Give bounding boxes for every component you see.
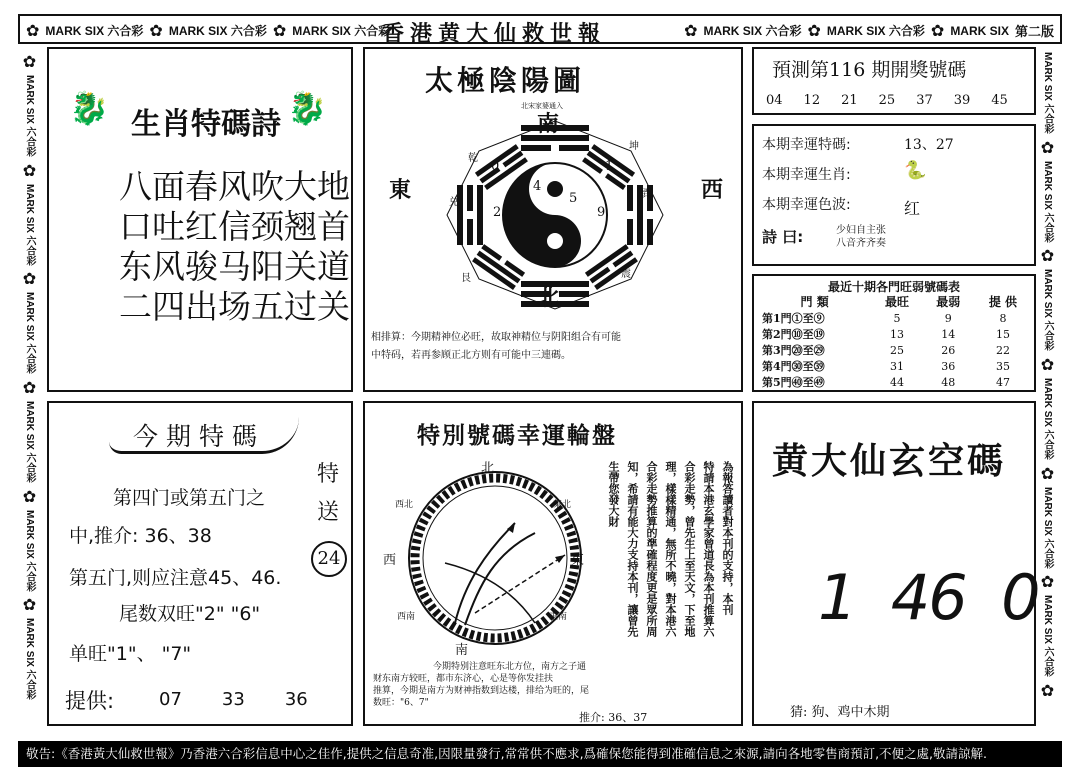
dragon-right-icon: 🐉 xyxy=(287,89,327,127)
wheel-subdir: 東南 xyxy=(549,612,568,622)
taiji-caption: 北宋家婆通入 xyxy=(521,102,563,110)
taiji-note-line: 中特码，若再参顾正北方则有可能中三連碼。 xyxy=(371,350,571,361)
offer-cell: 8 xyxy=(999,311,1007,325)
hot-cell: 31 xyxy=(889,359,904,373)
gate-cell xyxy=(758,374,871,390)
side-label: MARK SIX 六合彩 xyxy=(1042,486,1053,569)
wheel-east-label: 東 xyxy=(571,553,585,568)
taiji-note xyxy=(371,329,621,365)
gua-label: 兑 xyxy=(449,197,459,208)
special-line: 第四门或第五门之 xyxy=(113,487,266,509)
prediction-issue: 116 xyxy=(829,59,866,81)
offer-number: 36 xyxy=(284,689,308,710)
weak-cell: 9 xyxy=(944,311,952,325)
hot-weak-title: 最近十期各門旺弱號碼表 xyxy=(827,280,960,294)
wheel-vertical-text xyxy=(605,461,735,651)
mark-six-label: MARK SIX 六合彩 xyxy=(826,24,925,38)
side-label: MARK SIX 六合彩 xyxy=(1042,52,1053,134)
right-mark-six-strip xyxy=(684,21,1054,40)
weak-cell: 26 xyxy=(941,343,956,357)
gate-cell xyxy=(758,342,871,358)
wheel-text-column: 合彩走勢，曾先生上至天文，下至地 xyxy=(683,461,696,637)
side-label: MARK SIX 六合彩 xyxy=(1042,160,1053,243)
hot-cell: 5 xyxy=(893,311,901,325)
wheel-note-line: 今期特别注意旺东北方位，南方之子通 xyxy=(433,662,587,672)
wheel-west-label: 西 xyxy=(383,553,397,568)
taiji-north-label: 北 xyxy=(537,285,560,311)
wheel-text-column: 合彩走勢推算的準確程度更是眾所周 xyxy=(645,461,658,637)
side-label: MARK SIX 六合彩 xyxy=(24,401,35,483)
taiji-number: 9 xyxy=(597,205,606,220)
prediction-number: 25 xyxy=(878,93,896,108)
lucky-poem-line: 八音齐齐奏 xyxy=(836,238,886,249)
header-banner xyxy=(18,14,1062,47)
dragon-left-icon: 🐉 xyxy=(69,89,109,127)
weak-cell: 14 xyxy=(941,327,956,341)
side-label: MARK SIX 六合彩 xyxy=(1042,595,1053,678)
mark-six-label: MARK SIX 六合彩 xyxy=(168,24,267,38)
taiji-title: 太極陰陽圖 xyxy=(425,64,586,97)
wheel-text-column: 特請本港玄學家曾道長為本刊推算六 xyxy=(702,461,715,637)
flower-icon: ✿ xyxy=(684,21,698,40)
flower-icon: ✿ xyxy=(272,21,287,40)
wheel-note-line: 推算，今期是南方为财神指数到达楼，排给为旺的，尾 xyxy=(373,686,590,696)
offer-number: 07 xyxy=(159,689,182,710)
table-row xyxy=(758,342,1032,358)
special-side-char: 送 xyxy=(317,500,340,525)
wheel-note-line: 数旺："6、7" xyxy=(373,698,429,708)
hot-weak-panel xyxy=(752,274,1036,392)
gate-range: ⑳至㉙ xyxy=(791,344,825,357)
poem-title: 生肖特碼詩 xyxy=(131,107,281,142)
lucky-poem-label: 詩 曰: xyxy=(762,228,804,246)
prediction-number: 45 xyxy=(991,93,1008,108)
lucky-poem xyxy=(836,224,886,250)
wheel-text-column: 生帶您發大財 xyxy=(607,461,620,527)
special-line: 第五门,则应注意45、46. xyxy=(69,567,282,589)
wheel-text-column: 知，希請有能大力支持本刊，讓曾先 xyxy=(626,461,639,637)
flower-icon: ✿ xyxy=(1040,137,1055,157)
gate-label: 第3門 xyxy=(762,344,792,357)
offer-cell: 47 xyxy=(995,375,1010,389)
taiji-south-label: 南 xyxy=(537,111,560,137)
prediction-number: 04 xyxy=(766,93,783,108)
poem-lines xyxy=(119,167,350,327)
flower-icon: ✿ xyxy=(22,160,37,180)
lucky-special-label: 本期幸運特碼: xyxy=(762,137,851,153)
wheel-bottom-note xyxy=(373,661,737,709)
taiji-number: 0 xyxy=(491,159,500,174)
flower-icon: ✿ xyxy=(1040,572,1055,592)
mark-six-label: MARK SIX 六合彩 xyxy=(703,24,802,38)
gua-label: 乾 xyxy=(468,153,478,164)
wheel-title: 特別號碼幸運輪盤 xyxy=(417,422,617,449)
offer-cell: 35 xyxy=(995,359,1010,373)
flower-icon: ✿ xyxy=(1040,246,1055,266)
flower-icon: ✿ xyxy=(807,21,821,40)
poem-line: 二四出场五过关 xyxy=(119,287,350,326)
gate-label: 第5門 xyxy=(762,376,792,389)
flower-icon: ✿ xyxy=(149,21,163,40)
table-header-row xyxy=(758,293,1032,310)
gate-cell xyxy=(758,326,871,342)
right-side-strip xyxy=(1040,52,1055,700)
side-label: MARK SIX 六合彩 xyxy=(24,292,35,375)
gate-cell xyxy=(758,358,871,374)
prediction-number: 37 xyxy=(916,93,933,108)
special-side-char: 特 xyxy=(317,462,340,487)
mark-six-label: MARK SIX 六合彩 xyxy=(292,24,391,38)
side-label: MARK SIX 六合彩 xyxy=(24,618,35,701)
left-mark-six-strip xyxy=(26,21,390,40)
column-header: 最弱 xyxy=(936,295,961,309)
side-label: MARK SIX 六合彩 xyxy=(24,509,35,592)
taiji-panel xyxy=(363,47,743,392)
offer-cell: 15 xyxy=(995,327,1010,341)
wheel-north-label: 北 xyxy=(481,461,495,476)
side-label: MARK SIX 六合彩 xyxy=(24,183,35,266)
wheel-text-column: 理，樣樣精通，無所不曉，對本港六 xyxy=(664,461,677,637)
left-side-strip xyxy=(22,52,37,700)
paper-title: 香港黄大仙救世報 xyxy=(382,21,607,47)
flower-icon: ✿ xyxy=(1040,681,1055,701)
prediction-panel xyxy=(752,47,1036,115)
column-header: 最旺 xyxy=(884,295,909,309)
side-label: MARK SIX 六合彩 xyxy=(1042,378,1053,460)
flower-icon: ✿ xyxy=(930,21,945,40)
prediction-number: 39 xyxy=(953,93,971,108)
hot-weak-table xyxy=(758,293,1032,390)
column-header: 門 類 xyxy=(800,295,829,309)
lucky-poem-line: 少妇自主张 xyxy=(836,225,886,236)
lucky-panel xyxy=(752,124,1036,266)
gua-label: 坤 xyxy=(629,141,639,152)
special-code-panel xyxy=(47,401,353,726)
special-offer-numbers xyxy=(159,689,308,710)
flower-icon: ✿ xyxy=(1040,463,1055,483)
mark-six-label: MARK SIX xyxy=(950,23,1009,38)
taiji-east-label: 東 xyxy=(389,177,412,203)
gate-range: ㉚至㊴ xyxy=(791,360,825,373)
xuan-kong-numbers: 1 46 0 xyxy=(818,561,1039,634)
gua-label: 巽 xyxy=(641,189,651,200)
gate-label: 第2門 xyxy=(762,328,792,341)
wheel-subdir: 東北 xyxy=(553,500,572,510)
wheel-subdir: 西北 xyxy=(395,500,414,510)
lucky-wheel-panel xyxy=(363,401,743,726)
special-code-title: 今期特碼 xyxy=(133,422,266,451)
hot-cell: 44 xyxy=(889,375,904,389)
zodiac-poem-panel xyxy=(47,47,353,392)
xuan-kong-panel xyxy=(752,401,1039,726)
flower-icon: ✿ xyxy=(22,269,37,289)
gate-range: ㊵至㊾ xyxy=(791,376,825,389)
gate-range: ⑩至⑲ xyxy=(791,328,825,341)
special-line: 单旺"1"、 "7" xyxy=(69,643,192,665)
footer-notice: 敬告:《香港黃大仙救世報》乃香港六合彩信息中心之佳作,提供之信息奇准,因限量發行,常常供不應求,爲確保您能得到准確信息之來源,請向各地零售商預訂,不便之處,敬請諒解. xyxy=(18,741,1062,767)
weak-cell: 36 xyxy=(941,359,956,373)
prediction-numbers xyxy=(766,93,1008,108)
lucky-zodiac-label: 本期幸運生肖: xyxy=(762,167,851,183)
wheel-subdir: 西南 xyxy=(397,612,416,622)
circle-number: 24 xyxy=(311,541,347,577)
lucky-color-label: 本期幸運色波: xyxy=(762,197,851,213)
gua-label: 震 xyxy=(621,269,631,280)
special-line: 中,推介: 36、38 xyxy=(69,525,212,547)
prediction-label: 期開獎號碼 xyxy=(871,59,967,81)
flower-icon: ✿ xyxy=(26,21,40,40)
side-label: MARK SIX 六合彩 xyxy=(24,75,35,157)
table-row xyxy=(758,358,1032,374)
special-line: 尾数双旺"2" "6" xyxy=(119,603,261,625)
xuan-kong-title: 黄大仙玄空碼 xyxy=(772,440,1007,482)
prediction-number: 12 xyxy=(803,93,821,108)
taiji-number: 5 xyxy=(569,191,578,206)
mark-six-label: MARK SIX 六合彩 xyxy=(45,24,144,38)
flower-icon: ✿ xyxy=(1040,355,1055,375)
table-row xyxy=(758,326,1032,342)
taiji-number: 4 xyxy=(533,179,542,194)
wheel-recommend: 推介: 36、37 xyxy=(579,711,648,724)
offer-cell: 22 xyxy=(995,343,1010,357)
wheel-south-label: 南 xyxy=(455,643,469,658)
prediction-number: 21 xyxy=(841,93,858,108)
column-header: 提 供 xyxy=(988,295,1018,309)
gua-label: 艮 xyxy=(461,273,471,284)
taiji-number: 2 xyxy=(493,205,502,220)
lucky-special-value: 13、27 xyxy=(904,137,954,153)
flower-icon: ✿ xyxy=(22,378,37,398)
poem-line: 八面春风吹大地 xyxy=(119,167,350,206)
flower-icon: ✿ xyxy=(22,486,37,506)
flower-icon: ✿ xyxy=(22,52,37,71)
taiji-west-label: 西 xyxy=(701,177,724,203)
hot-cell: 13 xyxy=(889,327,904,341)
flower-icon: ✿ xyxy=(22,595,37,615)
lucky-color-value: 红 xyxy=(904,199,921,218)
wheel-note-line: 财东南方较旺，都市东济心，心是等你发挂扶 xyxy=(373,674,554,684)
offer-number: 33 xyxy=(221,689,245,710)
table-row xyxy=(758,310,1032,326)
poem-line: 东风骏马阳关道 xyxy=(119,247,350,286)
taiji-number: 1 xyxy=(605,159,614,174)
snake-icon: 🐍 xyxy=(904,160,927,181)
special-offer-label: 提供: xyxy=(65,689,115,713)
xuan-kong-guess: 猜: 狗、鸡中木期 xyxy=(790,705,890,720)
poem-line: 口吐红信颈翘首 xyxy=(119,207,350,246)
table-row xyxy=(758,374,1032,390)
taiji-note-line: 相排算：今期精神位必旺，故取神精位与阴阳组合有可能 xyxy=(371,332,621,343)
gate-label: 第1門 xyxy=(762,312,792,325)
weak-cell: 48 xyxy=(941,375,956,389)
side-label: MARK SIX 六合彩 xyxy=(1042,269,1053,352)
gate-cell xyxy=(758,310,871,326)
wheel-text-column: 為報答讀者對本刊的支持，本刊 xyxy=(721,461,734,615)
prediction-heading xyxy=(772,55,966,82)
gate-range: ①至⑨ xyxy=(791,312,825,325)
edition-label: 第二版 xyxy=(1014,24,1054,39)
hot-cell: 25 xyxy=(889,343,904,357)
gate-label: 第4門 xyxy=(762,360,792,373)
prediction-label: 預測第 xyxy=(772,59,830,81)
